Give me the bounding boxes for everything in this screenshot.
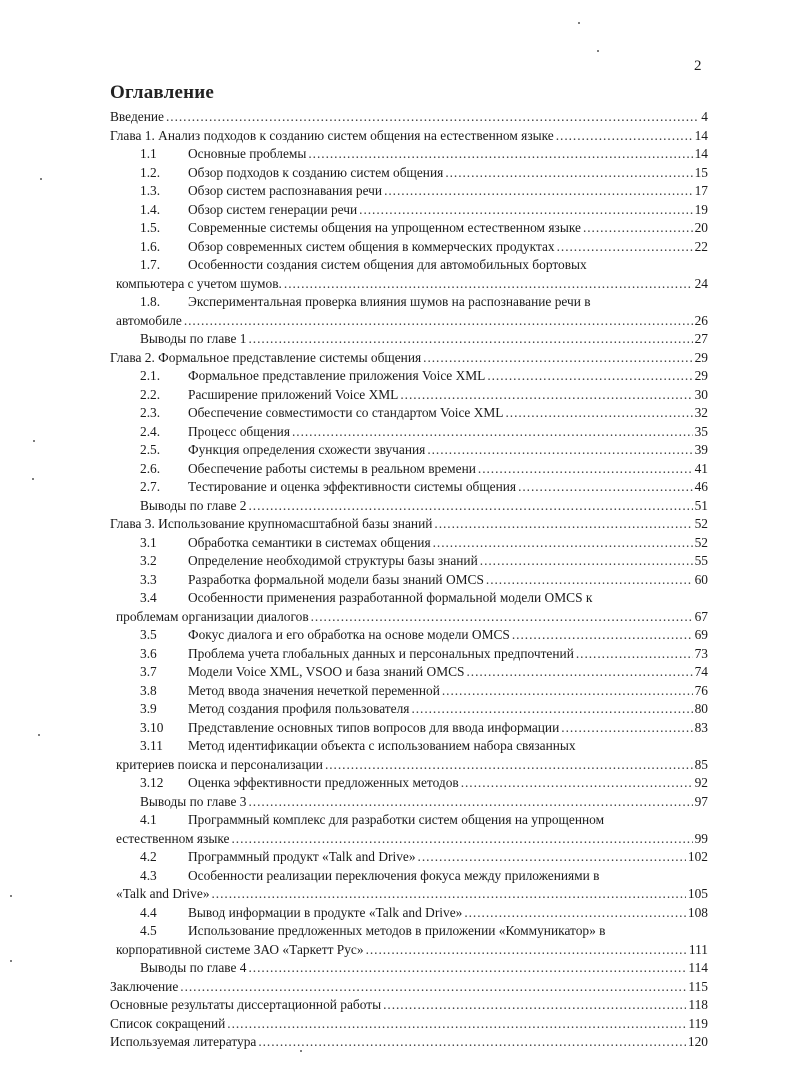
toc-leader-dots bbox=[249, 959, 687, 978]
toc-entry-title-continued: корпоративной системе ЗАО «Таркетт Рус» bbox=[116, 941, 364, 957]
toc-leader-dots bbox=[232, 830, 693, 849]
toc-heading: Оглавление bbox=[110, 82, 215, 103]
toc-entry-page: 73 bbox=[694, 645, 708, 661]
toc-entry-title: Расширение приложений Voice XML bbox=[188, 386, 399, 402]
toc-entry-page: 76 bbox=[694, 682, 708, 698]
toc-entry-page: 105 bbox=[687, 886, 708, 901]
toc-leader-dots bbox=[284, 275, 693, 294]
toc-entry-number: 4.5 bbox=[140, 923, 157, 938]
toc-entry-title-continued: проблемам организации диалогов bbox=[116, 608, 309, 624]
toc-leader-dots bbox=[308, 145, 692, 164]
toc-entry-number: 3.9 bbox=[140, 701, 157, 716]
toc-entry-title: Модели Voice XML, VSOO и база знаний OMCS bbox=[188, 664, 465, 679]
toc-leader-dots bbox=[184, 312, 693, 331]
toc-entry-page: 15 bbox=[694, 164, 708, 180]
toc-entry-number: 3.1 bbox=[140, 534, 157, 550]
toc-entry-page: 69 bbox=[694, 627, 708, 642]
toc-leader-dots bbox=[464, 904, 686, 923]
toc-entry-number: 3.4 bbox=[140, 590, 157, 605]
toc-entry-page: 67 bbox=[694, 608, 708, 624]
toc-leader-dots bbox=[411, 700, 692, 719]
toc-entry-number: 1.7. bbox=[140, 257, 161, 272]
toc-entry-title: Обеспечение совместимости со стандартом Voice XML bbox=[188, 405, 504, 420]
toc-leader-dots bbox=[486, 571, 693, 590]
toc-entry-page: 24 bbox=[694, 275, 708, 291]
toc-entry-number: 2.7. bbox=[140, 479, 161, 494]
toc-entry-title: Заключение bbox=[110, 978, 179, 994]
toc-entry-title: Программный продукт «Talk and Drive» bbox=[188, 849, 416, 864]
toc-entry-title: Современные системы общения на упрощенном естественном языке bbox=[188, 220, 581, 235]
toc-entry-title: Использование предложенных методов в приложении «Коммуникатор» в bbox=[188, 923, 606, 938]
toc-entry-number: 4.3 bbox=[140, 867, 157, 883]
toc-entry-number: 4.2 bbox=[140, 849, 157, 864]
toc-entry-number: 3.11 bbox=[140, 738, 163, 753]
toc-entry-page: 22 bbox=[694, 238, 708, 254]
toc-leader-dots bbox=[434, 515, 692, 534]
toc-entry-title: Представление основных типов вопросов для ввода информации bbox=[188, 719, 560, 735]
toc-entry-page: 46 bbox=[694, 479, 708, 494]
toc-entry-page: 92 bbox=[694, 775, 708, 790]
scan-speck bbox=[578, 22, 580, 24]
toc-entry-number: 4.1 bbox=[140, 812, 157, 827]
toc-entry-number: 2.5. bbox=[140, 442, 161, 457]
toc-leader-dots bbox=[467, 663, 693, 682]
toc-leader-dots bbox=[292, 423, 693, 442]
toc-leader-dots bbox=[556, 127, 693, 146]
toc-entry-number: 2.6. bbox=[140, 460, 161, 476]
toc-entry-page: 51 bbox=[694, 497, 708, 513]
toc-entry-page: 32 bbox=[694, 405, 708, 420]
toc-entry-page: 39 bbox=[694, 442, 708, 457]
toc-entry-page: 119 bbox=[688, 1015, 708, 1031]
toc-entry-number: 1.2. bbox=[140, 164, 161, 180]
scan-speck bbox=[33, 440, 35, 442]
toc-entry-number: 1.3. bbox=[140, 183, 161, 198]
toc-entry-number: 3.6 bbox=[140, 645, 157, 661]
toc-entry-title: Список сокращений bbox=[110, 1015, 226, 1031]
toc-leader-dots bbox=[311, 608, 693, 627]
toc-entry-number: 1.1 bbox=[140, 146, 157, 161]
toc-entry-page: 52 bbox=[694, 534, 708, 550]
toc-entry-title: Выводы по главе 4 bbox=[140, 960, 247, 975]
toc-entry-title: Метод идентификации объекта с использованием набора связанных bbox=[188, 738, 576, 753]
toc-entry-title: Фокус диалога и его обработка на основе модели OMCS bbox=[188, 627, 510, 642]
toc-entry-page: 30 bbox=[694, 386, 708, 402]
toc-entry-title: Проблема учета глобальных данных и персональных предпочтений bbox=[188, 645, 574, 661]
toc-leader-dots bbox=[418, 848, 686, 867]
toc-entry-page: 4 bbox=[701, 109, 708, 124]
toc-leader-dots bbox=[480, 552, 693, 571]
toc-entry-title: Глава 1. Анализ подходов к созданию систем общения на естественном языке bbox=[110, 127, 554, 143]
toc-leader-dots bbox=[258, 1033, 686, 1052]
toc-entry-title-continued: естественном языке bbox=[116, 830, 230, 846]
toc-entry-number: 4.4 bbox=[140, 904, 157, 920]
toc-leader-dots bbox=[583, 219, 693, 238]
toc-entry-page: 52 bbox=[694, 516, 708, 531]
toc-leader-dots bbox=[400, 386, 692, 405]
toc-entry-number: 3.5 bbox=[140, 627, 157, 642]
toc-entry-title: Определение необходимой структуры базы знаний bbox=[188, 553, 478, 568]
scan-speck bbox=[38, 734, 40, 736]
toc-entry-title: Тестирование и оценка эффективности системы общения bbox=[188, 479, 517, 494]
toc-entry-number: 3.10 bbox=[140, 719, 164, 735]
scan-speck bbox=[300, 1050, 302, 1052]
toc-leader-dots bbox=[561, 719, 692, 738]
toc-entry-title: Выводы по главе 1 bbox=[140, 331, 247, 346]
toc-leader-dots bbox=[427, 441, 692, 460]
toc-entry-page: 29 bbox=[694, 368, 708, 383]
toc-entry-title: Функция определения схожести звучания bbox=[188, 442, 426, 457]
toc-entry-number: 2.4. bbox=[140, 423, 161, 439]
toc-entry-number: 2.2. bbox=[140, 386, 161, 402]
scan-speck bbox=[40, 178, 42, 180]
toc-entry-number: 3.7 bbox=[140, 664, 157, 679]
toc-leader-dots bbox=[445, 164, 692, 183]
toc-entry-page: 85 bbox=[694, 756, 708, 772]
toc-entry-page: 115 bbox=[688, 978, 708, 994]
toc-leader-dots bbox=[557, 238, 693, 257]
toc-entry-title: Основные проблемы bbox=[188, 146, 307, 161]
toc-entry-title: Глава 3. Использование крупномасштабной базы знаний bbox=[110, 516, 433, 531]
toc-entry-title: Основные результаты диссертационной работы bbox=[110, 997, 382, 1012]
toc-leader-dots bbox=[366, 941, 687, 960]
toc-leader-dots bbox=[461, 774, 693, 793]
toc-entry-title: Обзор систем распознавания речи bbox=[188, 183, 383, 198]
toc-entry-title: Обзор подходов к созданию систем общения bbox=[188, 164, 444, 180]
toc-entry-title: Используемая литература bbox=[110, 1034, 257, 1049]
toc-entry-page: 55 bbox=[694, 553, 708, 568]
toc-leader-dots bbox=[433, 534, 693, 553]
toc-entry-page: 41 bbox=[694, 460, 708, 476]
toc-leader-dots bbox=[249, 330, 693, 349]
toc-entry-title: Метод создания профиля пользователя bbox=[188, 701, 410, 716]
toc-entry-title: Выводы по главе 2 bbox=[140, 497, 247, 513]
toc-entry-number: 2.3. bbox=[140, 405, 161, 420]
toc-entry-title: Оценка эффективности предложенных методов bbox=[188, 775, 459, 790]
toc-leader-dots bbox=[383, 996, 686, 1015]
toc-leader-dots bbox=[384, 182, 693, 201]
toc-entry-page: 97 bbox=[694, 793, 708, 809]
toc-leader-dots bbox=[487, 367, 692, 386]
toc-entry-title: Особенности применения разработанной формальной модели OMCS к bbox=[188, 590, 593, 605]
toc-entry-title-continued: «Talk and Drive» bbox=[116, 886, 210, 901]
scan-speck bbox=[10, 895, 12, 897]
toc-entry-page: 19 bbox=[694, 201, 708, 217]
toc-leader-dots bbox=[518, 478, 693, 497]
toc-leader-dots bbox=[576, 645, 693, 664]
toc-entry-number: 3.3 bbox=[140, 571, 157, 587]
toc-leader-dots bbox=[512, 626, 693, 645]
toc-entry-title: Особенности реализации переключения фокуса между приложениями в bbox=[188, 867, 600, 883]
toc-entry-number: 3.12 bbox=[140, 775, 164, 790]
toc-leader-dots bbox=[423, 349, 692, 368]
toc-entry-title: Выводы по главе 3 bbox=[140, 793, 247, 809]
toc-entry-page: 99 bbox=[694, 830, 708, 846]
toc-entry-title: Вывод информации в продукте «Talk and Drive» bbox=[188, 904, 463, 920]
toc-entry-page: 20 bbox=[694, 220, 708, 235]
toc-entry-number: 1.4. bbox=[140, 201, 161, 217]
toc-entry-page: 114 bbox=[688, 960, 708, 975]
toc-entry-title: Введение bbox=[110, 109, 164, 124]
toc-entry-title: Разработка формальной модели базы знаний OMCS bbox=[188, 571, 484, 587]
toc-leader-dots bbox=[478, 460, 693, 479]
toc-entry-title: Обеспечение работы системы в реальном времени bbox=[188, 460, 476, 476]
toc-entry-title: Экспериментальная проверка влияния шумов на распознавание речи в bbox=[188, 294, 591, 309]
scan-speck bbox=[597, 50, 599, 52]
toc-entry-title: Обзор систем генерации речи bbox=[188, 201, 358, 217]
toc-entry-number: 1.5. bbox=[140, 220, 161, 235]
toc-entry-number: 1.8. bbox=[140, 294, 161, 309]
toc-leader-dots bbox=[249, 793, 693, 812]
toc-entry-title: Формальное представление приложения Voice XML bbox=[188, 368, 486, 383]
toc-leader-dots bbox=[180, 978, 686, 997]
toc-entry-page: 80 bbox=[694, 701, 708, 716]
toc-entry-title: Процесс общения bbox=[188, 423, 290, 439]
toc-entry-page: 74 bbox=[694, 664, 708, 679]
toc-entry-page: 111 bbox=[688, 941, 708, 957]
toc-entry-title-continued: компьютера с учетом шумов. bbox=[116, 275, 282, 291]
toc-entry-page: 26 bbox=[694, 312, 708, 328]
toc-leader-dots bbox=[249, 497, 693, 516]
scan-speck bbox=[10, 960, 12, 962]
toc-entry-page: 35 bbox=[694, 423, 708, 439]
toc-leader-dots bbox=[442, 682, 693, 701]
scan-speck bbox=[32, 478, 34, 480]
page-number: 2 bbox=[694, 58, 702, 74]
toc-entry-number: 2.1. bbox=[140, 368, 161, 383]
toc-entry-page: 17 bbox=[694, 183, 708, 198]
toc-leader-dots bbox=[325, 756, 693, 775]
toc-entry-page: 118 bbox=[688, 997, 708, 1012]
toc-entry-title-continued: критериев поиска и персонализации bbox=[116, 756, 323, 772]
toc-entry-number: 3.2 bbox=[140, 553, 157, 568]
toc-entry-page: 60 bbox=[694, 571, 708, 587]
toc-leader-dots bbox=[505, 404, 692, 423]
toc-entry-title-continued: автомобиле bbox=[116, 312, 182, 328]
toc-leader-dots bbox=[359, 201, 692, 220]
toc-entry-title: Обзор современных систем общения в коммерческих продуктах bbox=[188, 238, 555, 254]
toc-entry-number: 3.8 bbox=[140, 682, 157, 698]
toc-entry-page: 120 bbox=[687, 1034, 708, 1049]
toc-entry-title: Программный комплекс для разработки систем общения на упрощенном bbox=[188, 812, 605, 827]
toc-entry-title: Обработка семантики в системах общения bbox=[188, 534, 431, 550]
toc-entry-title: Глава 2. Формальное представление системы общения bbox=[110, 349, 422, 365]
toc-leader-dots bbox=[166, 108, 699, 127]
toc-entry-page: 102 bbox=[687, 849, 708, 864]
toc-entry-page: 14 bbox=[694, 127, 708, 143]
toc-leader-dots bbox=[227, 1015, 686, 1034]
toc-leader-dots bbox=[212, 885, 686, 904]
toc-entry-page: 27 bbox=[694, 331, 708, 346]
toc-entry-page: 14 bbox=[694, 146, 708, 161]
toc-entry-number: 1.6. bbox=[140, 238, 161, 254]
toc-entry-page: 83 bbox=[694, 719, 708, 735]
toc-entry-page: 29 bbox=[694, 349, 708, 365]
toc-entry-title: Особенности создания систем общения для автомобильных бортовых bbox=[188, 257, 587, 272]
toc-entry-page: 108 bbox=[687, 904, 708, 920]
toc-entry-title: Метод ввода значения нечеткой переменной bbox=[188, 682, 440, 698]
